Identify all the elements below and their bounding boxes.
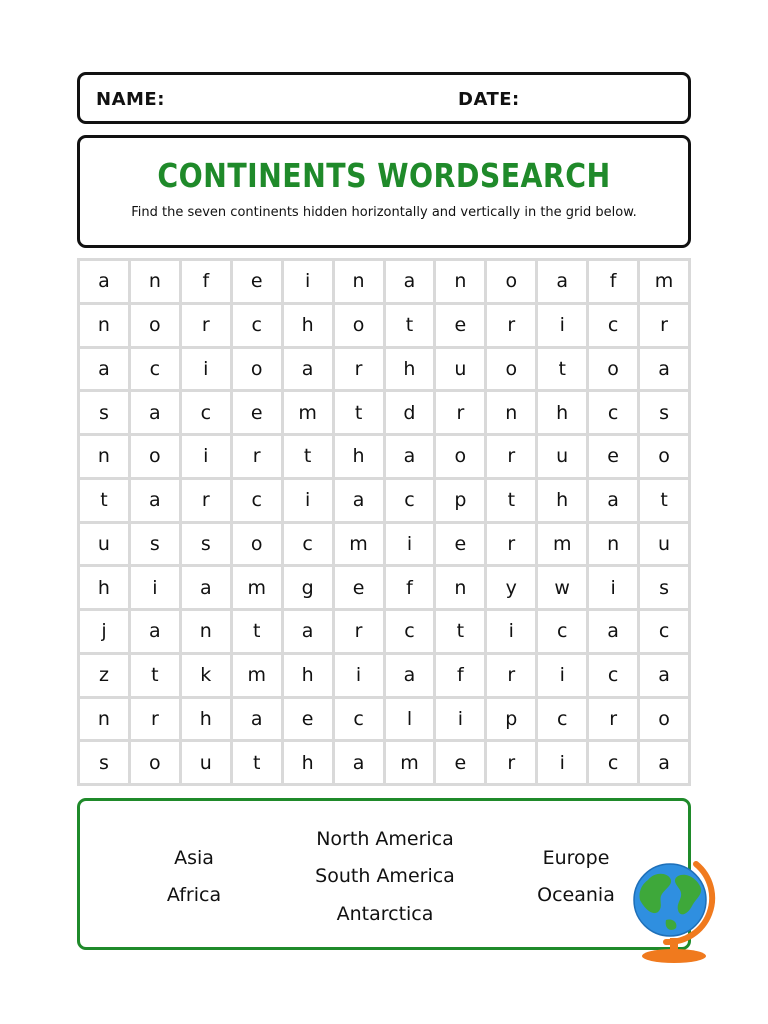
grid-cell: t — [487, 480, 535, 521]
grid-cell: r — [182, 305, 230, 346]
grid-cell: e — [436, 742, 484, 783]
grid-cell: i — [284, 261, 332, 302]
grid-cell: m — [640, 261, 688, 302]
grid-cell: i — [386, 524, 434, 565]
word-list-item: Antarctica — [336, 903, 434, 925]
word-list-item: South America — [315, 865, 455, 887]
grid-cell: i — [182, 436, 230, 477]
grid-cell: c — [589, 305, 637, 346]
word-list-box — [77, 798, 691, 950]
grid-cell: a — [640, 742, 688, 783]
grid-cell: h — [182, 699, 230, 740]
grid-cell: c — [386, 611, 434, 652]
grid-cell: i — [436, 699, 484, 740]
grid-cell: r — [487, 305, 535, 346]
grid-cell: e — [233, 261, 281, 302]
grid-cell: c — [284, 524, 332, 565]
grid-cell: i — [182, 349, 230, 390]
grid-cell: a — [640, 349, 688, 390]
grid-cell: n — [589, 524, 637, 565]
grid-cell: a — [589, 480, 637, 521]
grid-cell: a — [335, 742, 383, 783]
grid-cell: u — [436, 349, 484, 390]
grid-cell: o — [335, 305, 383, 346]
grid-cell: t — [284, 436, 332, 477]
grid-cell: f — [436, 655, 484, 696]
grid-cell: o — [640, 699, 688, 740]
grid-cell: n — [80, 699, 128, 740]
grid-cell: a — [386, 436, 434, 477]
grid-cell: i — [335, 655, 383, 696]
grid-cell: r — [487, 436, 535, 477]
grid-cell: c — [233, 305, 281, 346]
grid-cell: r — [487, 655, 535, 696]
grid-cell: o — [487, 349, 535, 390]
grid-cell: a — [80, 349, 128, 390]
grid-cell: e — [284, 699, 332, 740]
grid-cell: t — [640, 480, 688, 521]
grid-cell: o — [131, 436, 179, 477]
grid-cell: h — [284, 305, 332, 346]
grid-cell: n — [80, 305, 128, 346]
word-list-item: Europe — [542, 847, 610, 869]
word-list-item: Oceania — [537, 884, 615, 906]
word-list-item: Asia — [174, 847, 214, 869]
grid-cell: k — [182, 655, 230, 696]
grid-cell: n — [436, 567, 484, 608]
letter-grid — [77, 258, 691, 786]
grid-cell: t — [233, 742, 281, 783]
grid-cell: f — [182, 261, 230, 302]
grid-cell: g — [284, 567, 332, 608]
grid-cell: t — [436, 611, 484, 652]
grid-cell: e — [436, 305, 484, 346]
grid-cell: i — [487, 611, 535, 652]
grid-cell: a — [640, 655, 688, 696]
grid-cell: h — [284, 655, 332, 696]
grid-cell: m — [386, 742, 434, 783]
grid-cell: u — [80, 524, 128, 565]
word-list-item: North America — [316, 828, 454, 850]
grid-cell: i — [538, 655, 586, 696]
grid-cell: n — [131, 261, 179, 302]
grid-cell: d — [386, 392, 434, 433]
grid-cell: r — [436, 392, 484, 433]
grid-cell: e — [589, 436, 637, 477]
grid-cell: h — [386, 349, 434, 390]
grid-cell: m — [335, 524, 383, 565]
grid-cell: c — [538, 699, 586, 740]
grid-cell: r — [335, 349, 383, 390]
grid-cell: s — [640, 392, 688, 433]
word-list-item: Africa — [166, 884, 222, 906]
grid-cell: a — [386, 655, 434, 696]
grid-cell: a — [182, 567, 230, 608]
grid-cell: s — [640, 567, 688, 608]
grid-cell: s — [80, 392, 128, 433]
globe-icon — [626, 850, 722, 966]
grid-cell: l — [386, 699, 434, 740]
grid-cell: a — [131, 392, 179, 433]
grid-cell: p — [487, 699, 535, 740]
grid-cell: j — [80, 611, 128, 652]
grid-cell: w — [538, 567, 586, 608]
grid-cell: h — [284, 742, 332, 783]
grid-cell: a — [233, 699, 281, 740]
grid-cell: a — [284, 349, 332, 390]
grid-cell: f — [386, 567, 434, 608]
grid-cell: c — [386, 480, 434, 521]
grid-cell: u — [538, 436, 586, 477]
grid-cell: o — [436, 436, 484, 477]
grid-cell: a — [538, 261, 586, 302]
grid-cell: m — [233, 655, 281, 696]
grid-cell: c — [640, 611, 688, 652]
grid-cell: c — [589, 742, 637, 783]
grid-cell: a — [131, 480, 179, 521]
grid-cell: r — [589, 699, 637, 740]
grid-cell: c — [538, 611, 586, 652]
grid-cell: i — [131, 567, 179, 608]
grid-cell: o — [589, 349, 637, 390]
grid-cell: s — [182, 524, 230, 565]
grid-cell: c — [589, 655, 637, 696]
grid-cell: o — [487, 261, 535, 302]
grid-cell: r — [233, 436, 281, 477]
grid-cell: a — [284, 611, 332, 652]
grid-cell: r — [131, 699, 179, 740]
grid-cell: i — [589, 567, 637, 608]
grid-cell: m — [233, 567, 281, 608]
grid-cell: u — [182, 742, 230, 783]
grid-cell: r — [487, 524, 535, 565]
grid-cell: t — [80, 480, 128, 521]
name-label: NAME: — [96, 89, 165, 110]
instructions-text: Find the seven continents hidden horizontally and vertically in the grid below. — [131, 205, 637, 220]
grid-cell: r — [335, 611, 383, 652]
title-box — [77, 135, 691, 248]
grid-cell: e — [436, 524, 484, 565]
grid-cell: z — [80, 655, 128, 696]
grid-cell: y — [487, 567, 535, 608]
grid-cell: o — [233, 349, 281, 390]
grid-cell: u — [640, 524, 688, 565]
grid-cell: t — [386, 305, 434, 346]
grid-cell: h — [335, 436, 383, 477]
grid-cell: o — [640, 436, 688, 477]
grid-cell: o — [233, 524, 281, 565]
grid-cell: c — [335, 699, 383, 740]
date-label: DATE: — [458, 89, 520, 110]
grid-cell: e — [335, 567, 383, 608]
grid-cell: m — [284, 392, 332, 433]
grid-cell: c — [589, 392, 637, 433]
grid-cell: r — [182, 480, 230, 521]
grid-cell: a — [386, 261, 434, 302]
grid-cell: t — [131, 655, 179, 696]
grid-cell: i — [538, 305, 586, 346]
page-title: CONTINENTS WORDSEARCH — [157, 156, 611, 195]
grid-cell: p — [436, 480, 484, 521]
grid-cell: i — [284, 480, 332, 521]
grid-cell: t — [335, 392, 383, 433]
grid-cell: a — [80, 261, 128, 302]
grid-cell: r — [487, 742, 535, 783]
grid-cell: n — [436, 261, 484, 302]
grid-cell: e — [233, 392, 281, 433]
grid-cell: n — [80, 436, 128, 477]
grid-cell: c — [131, 349, 179, 390]
grid-cell: h — [538, 480, 586, 521]
grid-cell: n — [335, 261, 383, 302]
grid-cell: n — [182, 611, 230, 652]
grid-cell: a — [131, 611, 179, 652]
grid-cell: n — [487, 392, 535, 433]
grid-cell: t — [538, 349, 586, 390]
grid-cell: r — [640, 305, 688, 346]
grid-cell: o — [131, 305, 179, 346]
grid-cell: a — [589, 611, 637, 652]
grid-cell: c — [182, 392, 230, 433]
grid-cell: s — [131, 524, 179, 565]
grid-cell: s — [80, 742, 128, 783]
grid-cell: t — [233, 611, 281, 652]
grid-cell: m — [538, 524, 586, 565]
grid-cell: h — [538, 392, 586, 433]
grid-cell: c — [233, 480, 281, 521]
grid-cell: h — [80, 567, 128, 608]
grid-cell: a — [335, 480, 383, 521]
grid-cell: f — [589, 261, 637, 302]
grid-cell: o — [131, 742, 179, 783]
grid-cell: i — [538, 742, 586, 783]
name-date-box — [77, 72, 691, 124]
